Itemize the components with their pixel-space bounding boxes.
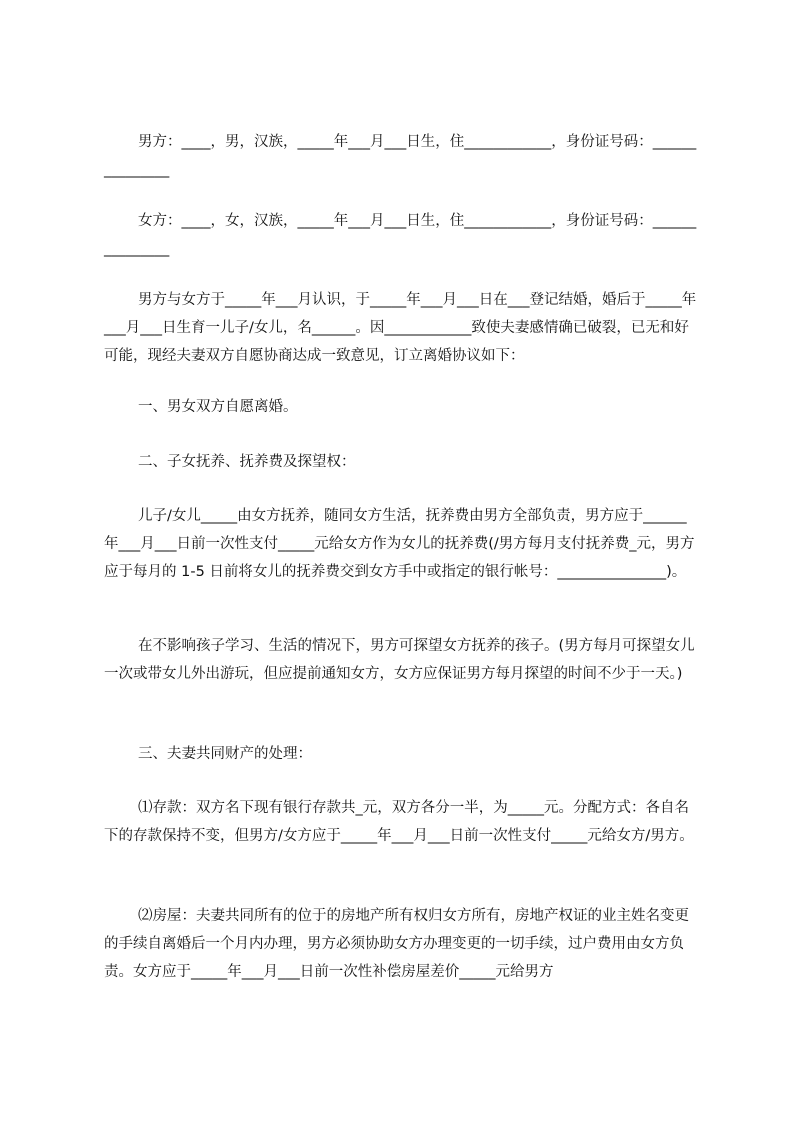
- section-3-heading: 三、夫妻共同财产的处理：: [138, 746, 312, 762]
- house-division-item: ⑵房屋：夫妻共同所有的位于的房地产所有权归女方所有，房地产权证的业主姓名变更的手续自离婚后一个月内办理，男方必须协助女方办理变更的一切手续，过户费用由女方负责。女方应于_____年___月___日前一次性补偿房屋差价_____元给男方: [104, 908, 689, 980]
- section-2-heading: 二、子女抚养、抚养费及探望权：: [138, 454, 356, 470]
- child-custody-paragraph: 儿子/女儿_____由女方抚养，随同女方生活，抚养费由男方全部负责，男方应于______年___月___日前一次性支付_____元给女方作为女儿的抚养费(/男方每月支付抚养费_元，男方应于每月的 1-5 日前将女儿的抚养费交到女方手中或指定的银行帐号：_______________)。: [104, 508, 695, 580]
- section-1-heading: 一、男女双方自愿离婚。: [138, 399, 298, 415]
- female-party-info: 女方：____，女，汉族，_____年___月___日生，住____________，身份证号码：_______________: [104, 213, 697, 257]
- marriage-background-paragraph: 男方与女方于_____年___月认识，于_____年___月___日在___登记结婚，婚后于_____年___月___日生育一儿子/女儿，名______。因____________致使夫妻感情确已破裂，已无和好可能，现经夫妻双方自愿协商达成一致意见，订立离婚协议如下：: [104, 292, 697, 364]
- visitation-rights-paragraph: 在不影响孩子学习、生活的情况下，男方可探望女方抚养的孩子。(男方每月可探望女儿一次或带女儿外出游玩，但应提前通知女方，女方应保证男方每月探望的时间不少于一天。): [104, 638, 695, 682]
- deposit-division-item: ⑴存款：双方名下现有银行存款共_元，双方各分一半，为_____元。分配方式：各自名下的存款保持不变，但男方/女方应于_____年___月___日前一次性支付_____元给女方/男方。: [104, 800, 694, 844]
- male-party-info: 男方：____，男，汉族，_____年___月___日生，住____________，身份证号码：_______________: [104, 134, 697, 178]
